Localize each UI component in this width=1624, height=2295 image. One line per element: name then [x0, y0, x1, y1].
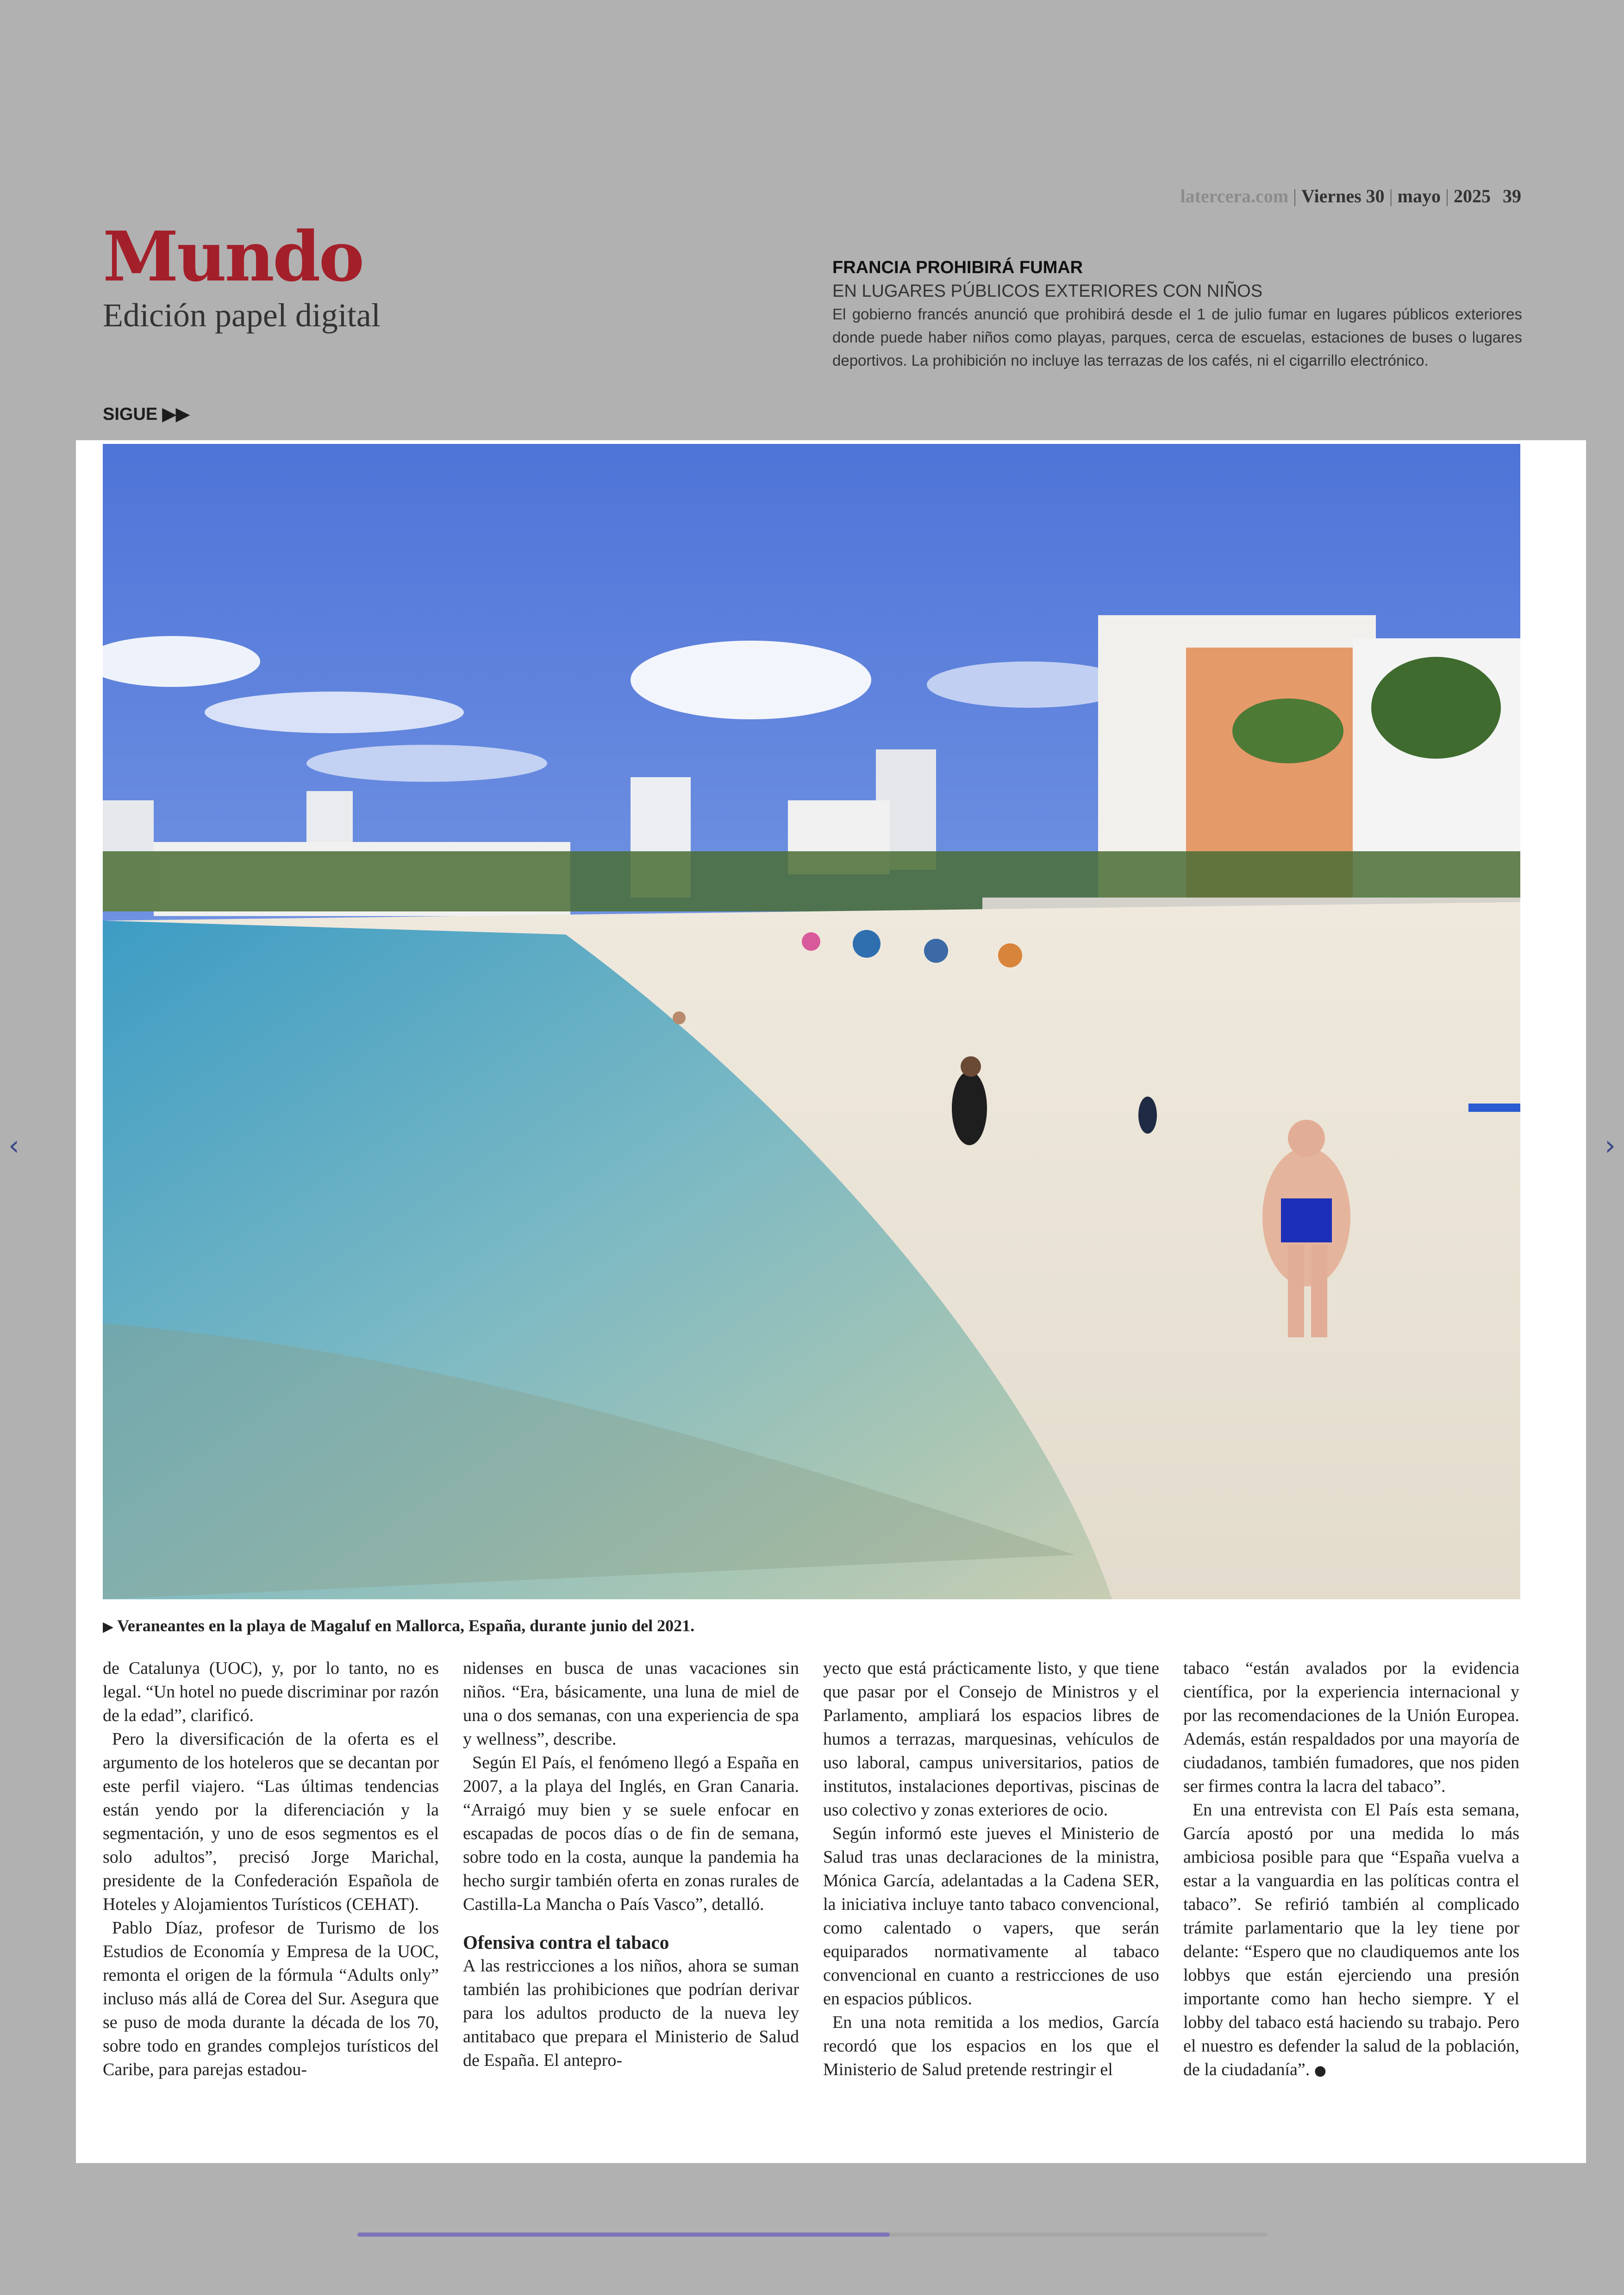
paragraph: de Catalunya (UOC), y, por lo tanto, no es legal. “Un hotel no puede discriminar por razón de la edad”, clarificó. [103, 1659, 439, 1725]
paragraph: Según informó este jueves el Ministerio de Salud tras unas declaraciones de la ministra, Mónica García, adelantadas a la Cadena SER, la iniciativa incluye tanto tabaco convencional, como calentado o vapers, que serán equiparados normativamente al tabaco convencional en cuanto a restricciones de uso en espacios públicos. [823, 1824, 1159, 2008]
continue-label: SIGUE ▶▶ [103, 405, 190, 424]
brief-body: El gobierno francés anunció que prohibirá desde el 1 de julio fumar en lugares públicos exteriores donde puede haber niños como playas, parques, cerca de escuelas, estaciones de buses o lugares deportivos. La prohibición no incluye las terrazas de los cafés, ni el cigarrillo electrónico. [832, 306, 1522, 369]
section-title: Mundo [103, 216, 363, 297]
end-of-article-icon: ● [1314, 2063, 1326, 2079]
site-name: latercera.com [1180, 186, 1289, 206]
paragraph [1183, 1798, 1519, 2083]
article-subheading: Ofensiva contra el tabaco [463, 1932, 669, 1953]
photo-caption [103, 1616, 1520, 1635]
paragraph: En una nota remitida a los medios, García recordó que los espacios en los que el Ministerio de Salud pretende restringir el [823, 2013, 1159, 2079]
paragraph: A las restricciones a los niños, ahora se suman también las prohibiciones que podrían derivar para los adultos producto de la nueva ley antitabaco que prepara el Ministerio de Salud de España. El antepro- [463, 1956, 799, 2070]
article-column-4 [1183, 1657, 1519, 2083]
brief-headline: FRANCIA PROHIBIRÁ FUMAR [832, 258, 1083, 277]
page-number: 39 [1503, 186, 1521, 206]
beach-photo [103, 444, 1520, 1599]
article-column-3 [823, 1657, 1159, 2083]
reading-progress-bar[interactable] [357, 2233, 1268, 2237]
paragraph: Según El País, el fenómeno llegó a España en 2007, a la playa del Inglés, en Gran Canaria. “Arraigó muy bien y se suele enfocar en escapadas de pocos días o de fin de semana, sobre todo en la costa, aunque la pandemia ha hecho surgir también oferta en zonas rurales de Castilla-La Mancha o País Vasco”, detalló. [463, 1753, 799, 1914]
weekday: Viernes 30 [1301, 186, 1385, 206]
paragraph: Pablo Díaz, profesor de Turismo de los Estudios de Economía y Empresa de la UOC, remonta el origen de la fórmula “Adults only” incluso más allá de Corea del Sur. Asegura que se puso de moda durante la década de los 70, sobre todo en grandes complejos turísticos del Caribe, para parejas estadou- [103, 1918, 439, 2079]
article-column-1 [103, 1657, 439, 2083]
caption-arrow-icon: ▶ [103, 1619, 114, 1635]
paragraph: Pero la diversificación de la oferta es el argumento de los hoteleros que se decantan por este perfil viajero. “Las últimas tendencias están yendo por la diferenciación y la segmentación, y uno de esos segmentos es el solo adultos”, precisó Jorge Marichal, presidente de la Confederación Española de Hoteles y Alojamientos Turísticos (CEHAT). [103, 1729, 439, 1914]
paragraph: yecto que está prácticamente listo, y que tiene que pasar por el Consejo de Ministros y el Parlamento, ampliará los espacios libres de humos a terrazas, marquesinas, vehículos de uso laboral, campus universitarios, patios de institutos, instalaciones deportivas, piscinas de uso colectivo y zonas exteriores de ocio. [823, 1659, 1159, 1820]
section-subtitle: Edición papel digital [103, 297, 381, 334]
year: 2025 [1454, 186, 1491, 206]
newspaper-page [76, 440, 1586, 2163]
paragraph-text: En una entrevista con El País esta semana, García apostó por una medida lo más ambiciosa posible para que “España vuelva a estar a la vanguardia en las políticas contra el tabaco”. Se refirió también al complicado trámite parlamentario que la ley tiene por delante: “Espero que no claudiquemos ante los lobbys que están ejerciendo una presión importante como han hecho siempre. Y el lobby del tabaco está haciendo su trabajo. Pero el nuestro es defender la salud de la población, de la ciudadanía”. [1183, 1800, 1519, 2079]
month: mayo [1397, 186, 1441, 206]
caption-text: Veraneantes en la playa de Magaluf en Mallorca, España, durante junio del 2021. [117, 1616, 695, 1635]
next-page-arrow-icon[interactable]: › [1605, 1129, 1616, 1162]
news-brief [832, 256, 1522, 372]
previous-page-arrow-icon[interactable]: ‹ [8, 1129, 19, 1162]
reading-progress-fill [357, 2233, 890, 2237]
article-column-2 [463, 1657, 799, 2083]
brief-subheadline: EN LUGARES PÚBLICOS EXTERIORES CON NIÑOS [832, 281, 1263, 301]
article-columns [103, 1657, 1520, 2083]
paragraph: tabaco “están avalados por la evidencia científica, por la experiencia internacional y por las recomendaciones de la Unión Europea. Además, están respaldados por una mayoría de ciudadanos, también fumadores, que nos piden ser firmes contra la lacra del tabaco”. [1183, 1659, 1519, 1796]
paragraph: nidenses en busca de unas vacaciones sin niños. “Era, básicamente, una luna de miel de una o dos semanas, con una experiencia de spa y wellness”, describe. [463, 1659, 799, 1749]
masthead-dateline: latercera.com | Viernes 30 | mayo | 2025 39 [1180, 186, 1521, 206]
